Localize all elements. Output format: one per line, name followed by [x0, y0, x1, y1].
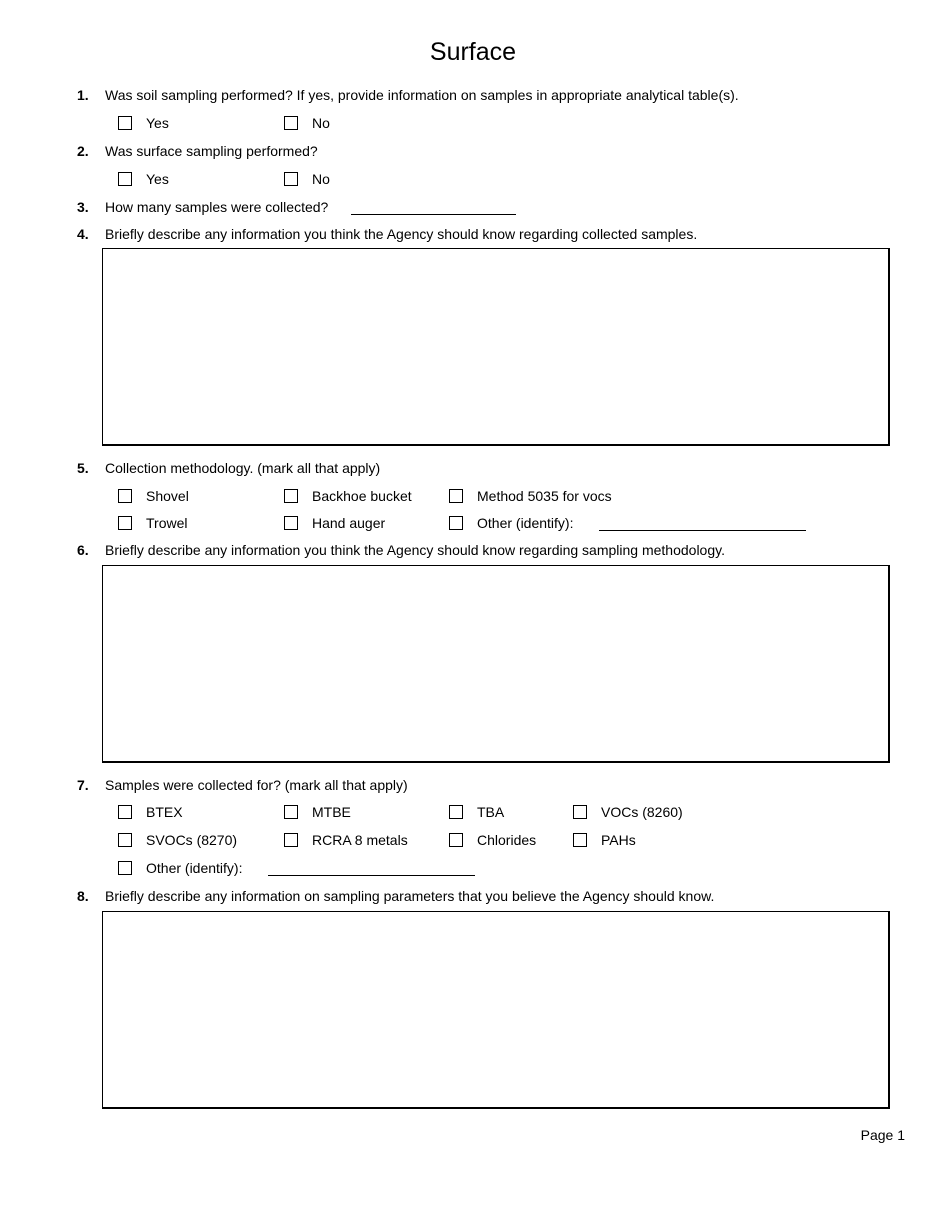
- rcra-8-metals-label: RCRA 8 metals: [312, 832, 408, 848]
- question-number-8: 8.: [77, 888, 89, 904]
- vocs-8260-label: VOCs (8260): [601, 804, 683, 820]
- q1-yes-label: Yes: [146, 115, 169, 131]
- vocs-8260-checkbox[interactable]: [573, 805, 587, 819]
- page-number: Page 1: [860, 1127, 905, 1143]
- collected-samples-textarea[interactable]: [102, 248, 890, 446]
- question-number-3: 3.: [77, 199, 89, 215]
- shovel-label: Shovel: [146, 488, 189, 504]
- question-text-8: Briefly describe any information on sampling parameters that you believe the Agency should know.: [105, 888, 715, 904]
- chlorides-checkbox[interactable]: [449, 833, 463, 847]
- q1-no-checkbox[interactable]: [284, 116, 298, 130]
- collection-other-checkbox[interactable]: [449, 516, 463, 530]
- parameters-other-label: Other (identify):: [146, 860, 243, 876]
- question-number-2: 2.: [77, 143, 89, 159]
- btex-label: BTEX: [146, 804, 183, 820]
- page-title: Surface: [429, 38, 517, 66]
- question-text-4: Briefly describe any information you think the Agency should know regarding collected samples.: [105, 226, 698, 242]
- svocs-8270-checkbox[interactable]: [118, 833, 132, 847]
- question-text-7: Samples were collected for? (mark all that apply): [105, 777, 408, 793]
- hand-auger-checkbox[interactable]: [284, 516, 298, 530]
- q1-yes-checkbox[interactable]: [118, 116, 132, 130]
- method-5035-checkbox[interactable]: [449, 489, 463, 503]
- question-number-6: 6.: [77, 542, 89, 558]
- question-number-7: 7.: [77, 777, 89, 793]
- q2-no-checkbox[interactable]: [284, 172, 298, 186]
- q2-no-label: No: [312, 171, 330, 187]
- question-text-6: Briefly describe any information you think the Agency should know regarding sampling methodology.: [105, 542, 725, 558]
- trowel-checkbox[interactable]: [118, 516, 132, 530]
- pahs-checkbox[interactable]: [573, 833, 587, 847]
- shovel-checkbox[interactable]: [118, 489, 132, 503]
- backhoe-bucket-checkbox[interactable]: [284, 489, 298, 503]
- trowel-label: Trowel: [146, 515, 188, 531]
- mtbe-label: MTBE: [312, 804, 351, 820]
- question-number-4: 4.: [77, 226, 89, 242]
- tba-checkbox[interactable]: [449, 805, 463, 819]
- svocs-8270-label: SVOCs (8270): [146, 832, 238, 848]
- q2-yes-checkbox[interactable]: [118, 172, 132, 186]
- question-text-3: How many samples were collected?: [105, 199, 329, 215]
- q1-no-label: No: [312, 115, 330, 131]
- question-number-1: 1.: [77, 87, 89, 103]
- btex-checkbox[interactable]: [118, 805, 132, 819]
- collection-other-label: Other (identify):: [477, 515, 574, 531]
- method-5035-label: Method 5035 for vocs: [477, 488, 612, 504]
- sampling-methodology-textarea[interactable]: [102, 565, 890, 763]
- parameters-other-checkbox[interactable]: [118, 861, 132, 875]
- hand-auger-label: Hand auger: [312, 515, 386, 531]
- question-text-1: Was soil sampling performed? If yes, provide information on samples in appropriate analytical table(s).: [105, 87, 739, 103]
- pahs-label: PAHs: [601, 832, 636, 848]
- rcra-8-metals-checkbox[interactable]: [284, 833, 298, 847]
- mtbe-checkbox[interactable]: [284, 805, 298, 819]
- question-number-5: 5.: [77, 460, 89, 476]
- question-text-5: Collection methodology. (mark all that apply): [105, 460, 381, 476]
- question-text-2: Was surface sampling performed?: [105, 143, 318, 159]
- q2-yes-label: Yes: [146, 171, 169, 187]
- parameters-other-input[interactable]: [268, 875, 475, 876]
- chlorides-label: Chlorides: [477, 832, 537, 848]
- sample-count-input[interactable]: [351, 214, 516, 215]
- backhoe-bucket-label: Backhoe bucket: [312, 488, 412, 504]
- tba-label: TBA: [477, 804, 505, 820]
- collection-other-input[interactable]: [599, 530, 806, 531]
- sampling-parameters-textarea[interactable]: [102, 911, 890, 1109]
